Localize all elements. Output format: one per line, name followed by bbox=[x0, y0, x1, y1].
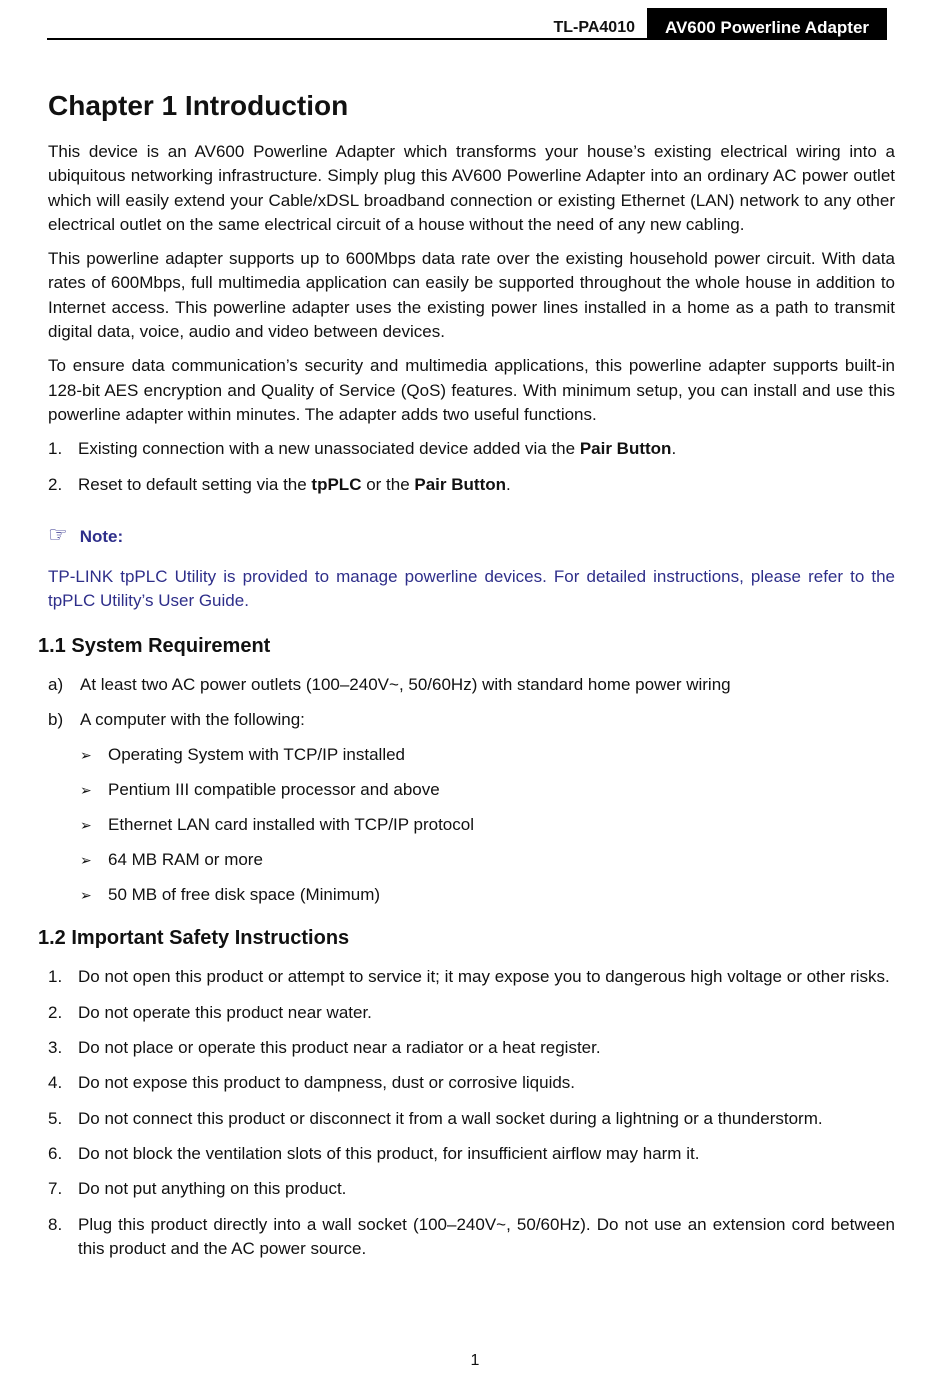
list-number: 5. bbox=[48, 1108, 63, 1128]
bullet-text: 50 MB of free disk space (Minimum) bbox=[108, 885, 381, 905]
requirement-bullet bbox=[48, 778, 895, 802]
page-content bbox=[38, 88, 895, 1272]
arrow-bullet-icon: ➢ bbox=[80, 782, 92, 799]
list-number: 8. bbox=[48, 1214, 63, 1234]
arrow-bullet-icon: ➢ bbox=[80, 852, 92, 869]
safety-item bbox=[48, 1177, 895, 1201]
list-number: 1. bbox=[48, 439, 63, 459]
requirement-text: At least two AC power outlets (100–240V~, 50/60Hz) with standard home power wiring bbox=[80, 675, 731, 695]
requirement-text: A computer with the following: bbox=[80, 710, 305, 730]
bullet-text: 64 MB RAM or more bbox=[108, 850, 263, 870]
requirement-bullet bbox=[48, 743, 895, 767]
safety-text: Do not block the ventilation slots of this product, for insufficient airflow may harm it. bbox=[78, 1143, 700, 1163]
safety-item bbox=[48, 1213, 895, 1262]
safety-item bbox=[48, 965, 895, 989]
note-label: Note: bbox=[79, 526, 124, 546]
list-number: 2. bbox=[48, 1002, 63, 1022]
list-number: 1. bbox=[48, 967, 63, 987]
list-marker: b) bbox=[48, 710, 64, 730]
list-marker: a) bbox=[48, 675, 64, 695]
safety-text: Do not open this product or attempt to service it; it may expose you to dangerous high voltage or other risks. bbox=[78, 967, 890, 987]
page-header bbox=[47, 8, 887, 40]
header-product-title: AV600 Powerline Adapter bbox=[647, 8, 887, 40]
list-number: 7. bbox=[48, 1179, 63, 1199]
requirement-bullet bbox=[48, 813, 895, 837]
safety-item bbox=[48, 1036, 895, 1060]
list-number: 6. bbox=[48, 1143, 63, 1163]
function-text: Existing connection with a new unassociated device added via the bbox=[78, 439, 580, 459]
safety-item bbox=[48, 1001, 895, 1025]
function-bold: Pair Button bbox=[414, 474, 506, 494]
bullet-text: Operating System with TCP/IP installed bbox=[108, 745, 406, 765]
bullet-text: Ethernet LAN card installed with TCP/IP protocol bbox=[108, 815, 474, 835]
safety-text: Do not put anything on this product. bbox=[78, 1179, 347, 1199]
requirement-bullet bbox=[48, 883, 895, 907]
section-heading-system-requirement: 1.1 System Requirement bbox=[38, 635, 271, 658]
note-text: TP-LINK tpPLC Utility is provided to manage powerline devices. For detailed instructions, please refer to the tpPLC Utility’s User Guide. bbox=[48, 566, 895, 611]
page-number: 1 bbox=[470, 1352, 480, 1369]
requirement-item bbox=[48, 708, 895, 732]
intro-paragraph: This device is an AV600 Powerline Adapter which transforms your house’s existing electrical wiring into a ubiquitous networking infrastructure. Simply plug this AV600 Powerline Adapter into an ordinary AC power outlet which will easily extend your Cable/xDSL broadband connection or existing Ethernet (LAN) network to any other electrical outlet on the same electrical circuit of a house without the need of any new cabling. bbox=[48, 142, 895, 234]
function-mid: or the bbox=[361, 474, 415, 494]
function-end: . bbox=[671, 439, 677, 459]
safety-item bbox=[48, 1071, 895, 1095]
function-text: Reset to default setting via the bbox=[78, 474, 312, 494]
intro-paragraph: This powerline adapter supports up to 600Mbps data rate over the existing household power circuit. With data rates of 600Mbps, full multimedia application can easily be supported throughout the whole house in addition to Internet access. This powerline adapter uses the existing power lines installed in a home as a path to transmit digital data, voice, audio and video between devices. bbox=[48, 249, 895, 342]
safety-text: Do not expose this product to dampness, dust or corrosive liquids. bbox=[78, 1073, 576, 1093]
safety-item bbox=[48, 1142, 895, 1166]
list-number: 2. bbox=[48, 474, 63, 494]
safety-item bbox=[48, 1107, 895, 1131]
list-number: 3. bbox=[48, 1038, 63, 1058]
arrow-bullet-icon: ➢ bbox=[80, 887, 92, 904]
section-heading-safety: 1.2 Important Safety Instructions bbox=[38, 927, 350, 950]
header-rule bbox=[47, 38, 887, 40]
requirement-item bbox=[48, 673, 895, 697]
function-bold: Pair Button bbox=[579, 439, 672, 459]
header-model: TL-PA4010 bbox=[553, 19, 635, 36]
safety-text: Do not operate this product near water. bbox=[78, 1002, 372, 1022]
function-bold: tpPLC bbox=[311, 474, 362, 494]
safety-text: Plug this product directly into a wall socket (100–240V~, 50/60Hz). Do not use an extension cord between this product and the AC power source. bbox=[78, 1214, 895, 1258]
function-item bbox=[48, 473, 895, 497]
arrow-bullet-icon: ➢ bbox=[80, 747, 92, 764]
requirement-bullet bbox=[48, 848, 895, 872]
pointing-hand-icon: ☞ bbox=[48, 521, 68, 547]
note-heading bbox=[48, 523, 895, 549]
safety-text: Do not place or operate this product near a radiator or a heat register. bbox=[78, 1038, 601, 1058]
function-end: . bbox=[506, 474, 511, 494]
bullet-text: Pentium III compatible processor and above bbox=[108, 780, 440, 800]
chapter-title: Chapter 1 Introduction bbox=[48, 90, 349, 121]
safety-text: Do not connect this product or disconnect it from a wall socket during a lightning or a thunderstorm. bbox=[78, 1108, 823, 1128]
arrow-bullet-icon: ➢ bbox=[80, 817, 92, 834]
list-number: 4. bbox=[48, 1073, 63, 1093]
function-item bbox=[48, 437, 895, 461]
intro-paragraph: To ensure data communication’s security and multimedia applications, this powerline adapter supports built-in 128-bit AES encryption and Quality of Service (QoS) features. With minimum setup, you can install and use this powerline adapter within minutes. The adapter adds two useful functions. bbox=[48, 356, 895, 424]
